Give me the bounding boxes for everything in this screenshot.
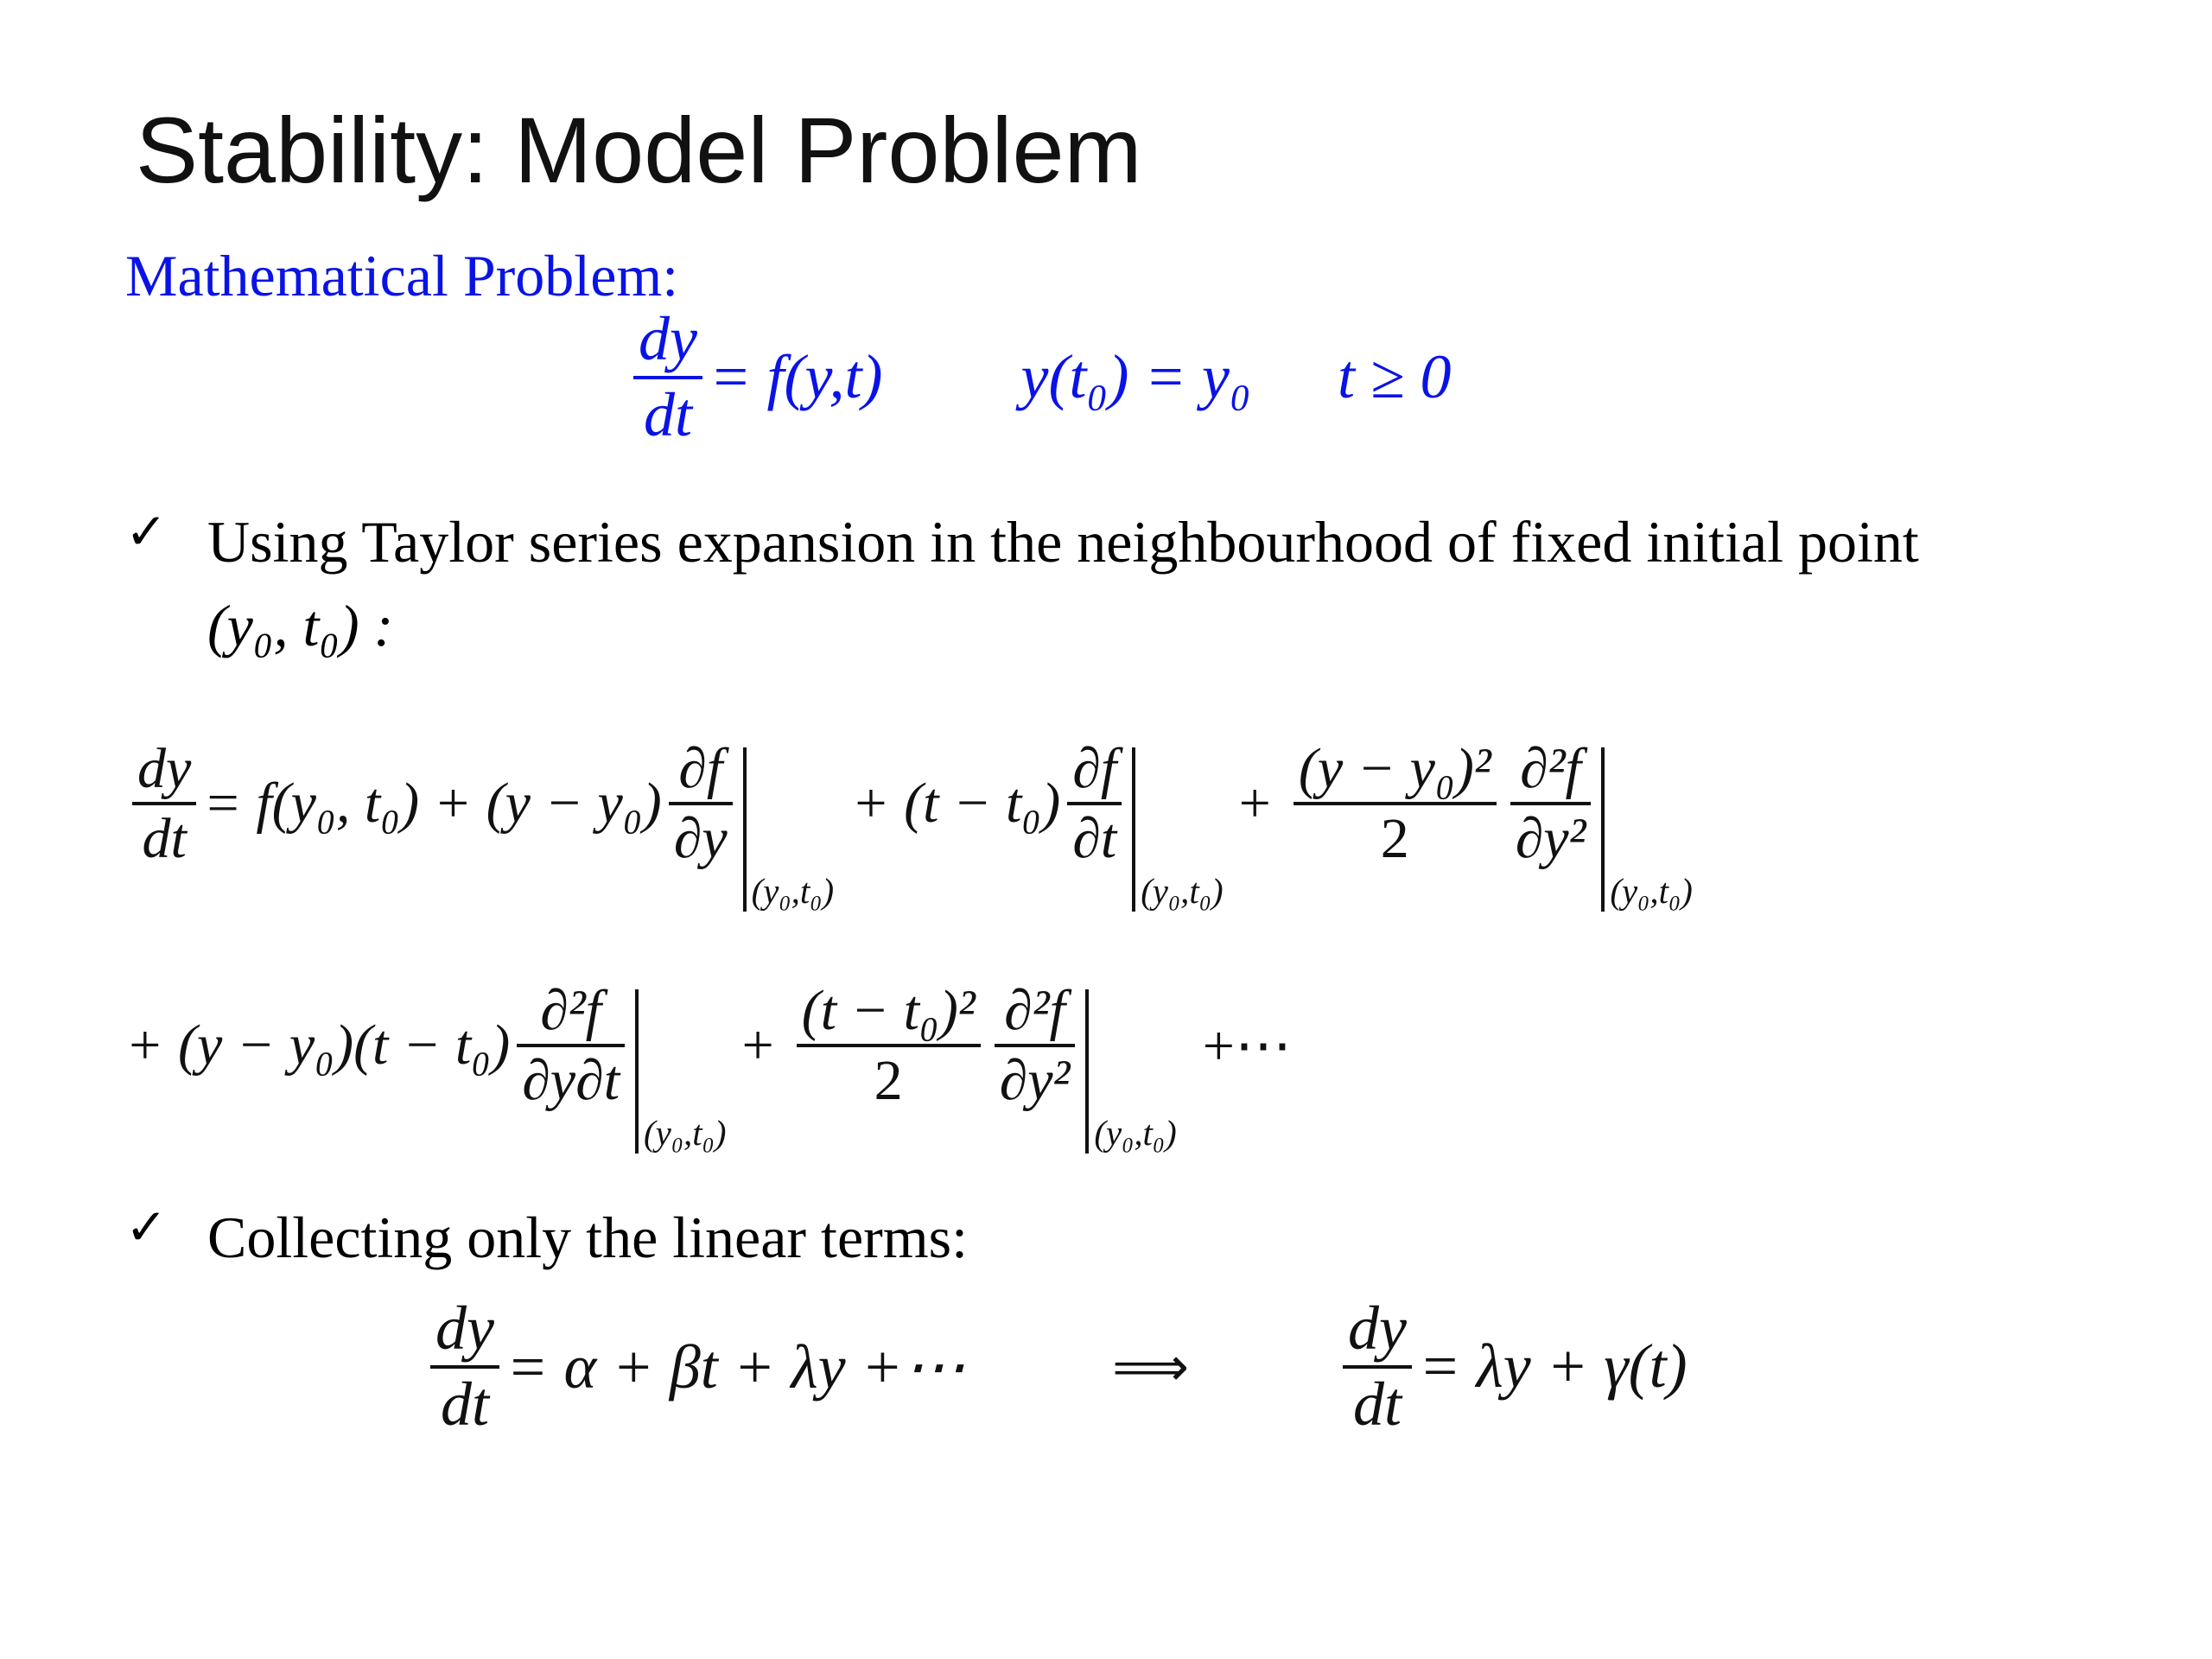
fraction-bar bbox=[1067, 802, 1122, 805]
fraction-bar bbox=[797, 1044, 981, 1047]
problem-equation bbox=[626, 304, 1452, 449]
evaluation-bar: (y₀,t₀) bbox=[743, 747, 834, 912]
fraction-denominator: dt bbox=[440, 1369, 489, 1439]
fraction-numerator: ∂²f bbox=[1004, 978, 1065, 1042]
page-title: Stability: Model Problem bbox=[136, 98, 1142, 202]
fraction-bar bbox=[132, 802, 196, 805]
fraction-dy-dt bbox=[1343, 1296, 1412, 1437]
bullet-text: Using Taylor series expansion in the neighbourhood of fixed initial point bbox=[207, 509, 1919, 575]
linear-rhs: = α + βt + λy +⋯ bbox=[505, 1332, 966, 1402]
fraction-denominator: 2 bbox=[1380, 807, 1409, 870]
partial-d2f-dydt bbox=[517, 978, 625, 1112]
plus-sign: + bbox=[741, 1014, 774, 1077]
fraction-bar bbox=[517, 1044, 625, 1047]
taylor-term-4: + (y − y₀)(t − t₀) bbox=[125, 1014, 511, 1077]
fraction-numerator: dy bbox=[137, 736, 192, 800]
fraction-denominator: dt bbox=[643, 379, 692, 449]
fraction-dy-dt bbox=[132, 736, 196, 870]
fraction-denominator: ∂y bbox=[673, 807, 728, 870]
model-rhs: = λy + γ(t) bbox=[1418, 1332, 1688, 1402]
section-subtitle: Mathematical Problem: bbox=[125, 243, 679, 308]
fraction-dy-dt bbox=[633, 304, 702, 449]
equation-rhs: = f(y,t) bbox=[709, 342, 883, 412]
fraction-bar bbox=[1343, 1365, 1412, 1369]
evaluation-bar: (y₀,t₀) bbox=[1085, 989, 1176, 1154]
fraction-numerator: ∂f bbox=[678, 736, 723, 800]
bullet-text: Collecting only the linear terms: bbox=[207, 1205, 969, 1270]
fraction-bar bbox=[633, 376, 702, 379]
taylor-row-1 bbox=[125, 721, 1693, 911]
fraction-denominator: ∂y² bbox=[999, 1049, 1071, 1112]
fraction-denominator: dt bbox=[1352, 1369, 1402, 1439]
fraction-numerator: ∂f bbox=[1072, 736, 1117, 800]
coefficient-fraction bbox=[1294, 736, 1497, 870]
partial-df-dt bbox=[1067, 736, 1122, 870]
fraction-bar bbox=[995, 1044, 1076, 1047]
fraction-denominator: dt bbox=[142, 807, 187, 870]
partial-d2f-dy2 bbox=[1510, 736, 1592, 870]
checkmark-icon: ✓ bbox=[125, 502, 168, 561]
taylor-term-2: + (t − t₀) bbox=[851, 772, 1061, 835]
fraction-numerator: dy bbox=[435, 1294, 494, 1363]
checkmark-icon: ✓ bbox=[125, 1198, 168, 1256]
fraction-bar bbox=[1294, 802, 1497, 805]
fraction-numerator: (y − y₀)² bbox=[1298, 736, 1491, 800]
fraction-bar bbox=[669, 802, 733, 805]
fraction-numerator: dy bbox=[639, 304, 697, 373]
fraction-denominator: ∂y∂t bbox=[522, 1049, 620, 1112]
fraction-denominator: ∂y² bbox=[1515, 807, 1586, 870]
partial-d2f-dy2 bbox=[995, 978, 1076, 1112]
taylor-row-2 bbox=[125, 963, 1292, 1153]
evaluation-bar: (y₀,t₀) bbox=[635, 989, 726, 1154]
fraction-numerator: dy bbox=[1348, 1294, 1407, 1363]
coefficient-fraction bbox=[797, 978, 981, 1112]
bullet-continuation: (y₀, t₀) : bbox=[207, 593, 394, 658]
fraction-denominator: 2 bbox=[874, 1049, 903, 1112]
initial-condition: y(t₀) = y₀ bbox=[1020, 342, 1252, 412]
fraction-bar bbox=[430, 1365, 499, 1369]
bullet-taylor bbox=[125, 497, 1919, 588]
bullet-linear-terms bbox=[125, 1192, 968, 1283]
plus-sign: + bbox=[1238, 772, 1271, 835]
evaluation-bar: (y₀,t₀) bbox=[1132, 747, 1223, 912]
fraction-dy-dt bbox=[430, 1296, 499, 1437]
implies-arrow-icon: ⟹ bbox=[1112, 1335, 1189, 1399]
fraction-numerator: (t − t₀)² bbox=[801, 978, 976, 1042]
series-tail: +⋯ bbox=[1202, 1014, 1292, 1077]
time-domain: t ≥ 0 bbox=[1338, 342, 1452, 412]
evaluation-bar: (y₀,t₀) bbox=[1601, 747, 1692, 912]
fraction-denominator: ∂t bbox=[1072, 807, 1117, 870]
fraction-bar bbox=[1510, 802, 1592, 805]
linear-equation bbox=[423, 1296, 1688, 1437]
taylor-term-0: = f(y₀, t₀) + (y − y₀) bbox=[203, 772, 662, 835]
partial-df-dy bbox=[669, 736, 733, 870]
fraction-numerator: ∂²f bbox=[540, 978, 601, 1042]
fraction-numerator: ∂²f bbox=[1520, 736, 1581, 800]
